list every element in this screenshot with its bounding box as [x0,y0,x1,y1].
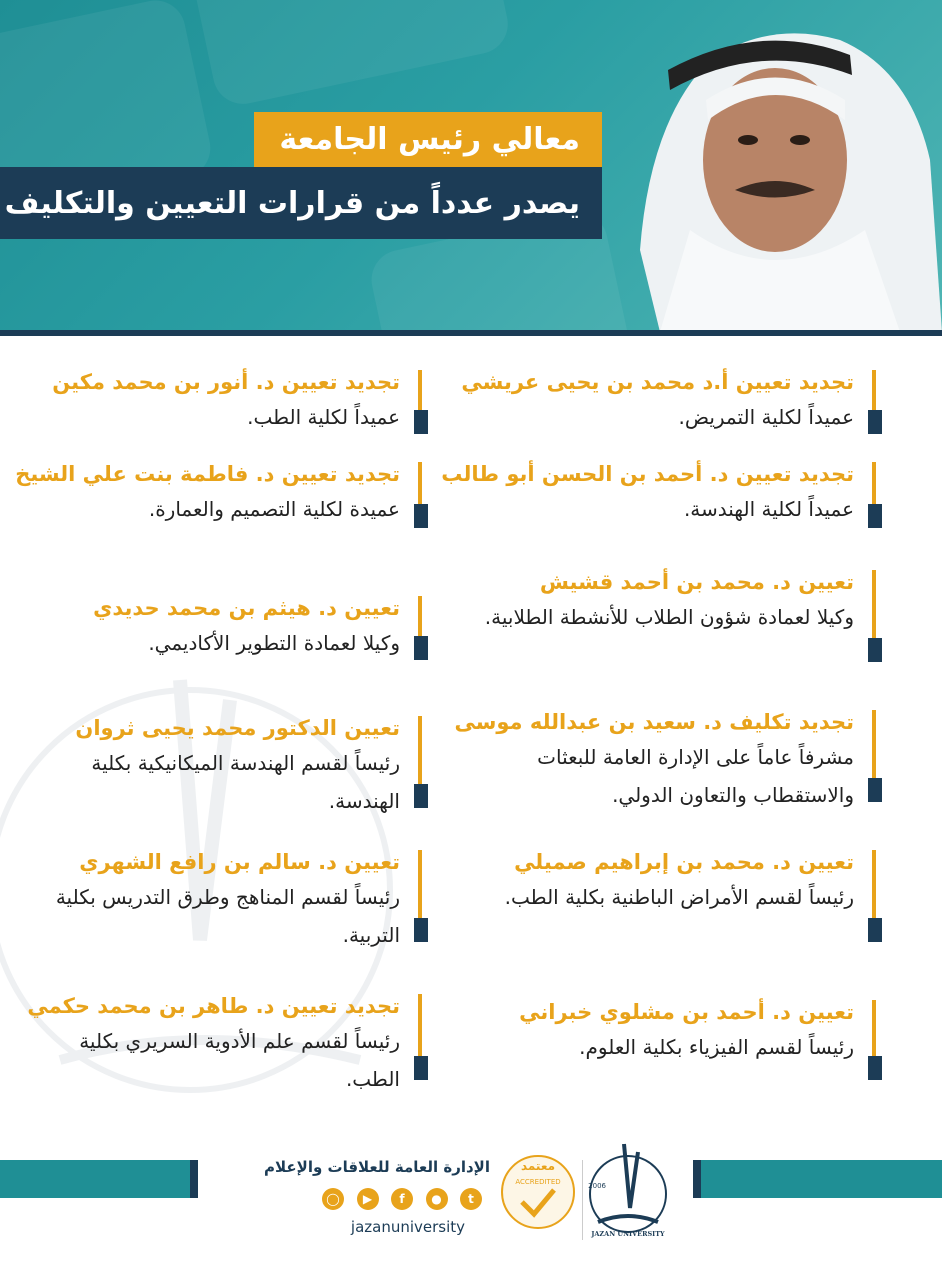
accredited-en-text: ACCREDITED [515,1178,561,1186]
decision-body: عميداً لكلية الطب. [247,405,400,429]
divider [0,330,942,336]
decision-body: رئيساً لقسم الفيزياء بكلية العلوم. [579,1035,854,1059]
decision-title: تجديد تعيين د. فاطمة بنت علي الشيخ [15,462,400,486]
decision-title: تعيين د. أحمد بن مشلوي خبراني [519,1000,854,1024]
footer-bar-right [693,1160,942,1198]
footer-separator [582,1160,583,1240]
decision-item [454,706,882,807]
decision-body: رئيساً لقسم الهندسة الميكانيكية بكلية الهندسة. [91,751,400,813]
decision-title: تجديد تعيين د. طاهر بن محمد حكمي [27,994,400,1018]
decision-body: رئيساً لقسم علم الأدوية السريري بكلية الطب. [79,1029,400,1091]
instagram-icon[interactable]: ◯ [322,1188,344,1210]
decision-title: تعيين د. محمد بن أحمد قشيش [539,570,854,594]
decision-title: تعيين د. سالم بن رافع الشهري [79,850,400,874]
decision-item [28,712,428,813]
decision-body: رئيساً لقسم الأمراض الباطنية بكلية الطب. [504,885,854,909]
accredited-ar-text: معتمد [520,1159,556,1173]
decision-body: وكيلا لعمادة شؤون الطلاب للأنشطة الطلابية. [484,605,854,629]
decision-item [441,458,882,528]
decision-title: تجديد تكليف د. سعيد بن عبدالله موسى [454,710,854,734]
snapchat-icon[interactable]: ● [426,1188,448,1210]
social-handle[interactable]: jazanuniversity [350,1218,466,1236]
decision-body: عميداً لكلية الهندسة. [683,497,854,521]
decision-body: وكيلا لعمادة التطوير الأكاديمي. [148,631,400,655]
social-links [322,1188,482,1212]
footer-bar-left [0,1160,198,1198]
accreditation-seal [500,1140,576,1240]
decision-title: تعيين د. هيثم بن محمد حديدي [93,596,400,620]
decision-title: تعيين د. محمد بن إبراهيم صميلي [514,850,854,874]
decision-item [27,990,428,1091]
decision-body: رئيساً لقسم المناهج وطرق التدريس بكلية التربية. [55,885,400,947]
decision-body: عميدة لكلية التصميم والعمارة. [148,497,400,521]
decision-title: تجديد تعيين أ.د محمد بن يحيى عريشي [461,370,854,394]
decision-item [482,566,882,662]
page-subtitle: يصدر عدداً من قرارات التعيين والتكليف [0,167,602,239]
decision-item [482,996,882,1080]
decision-item [28,366,428,434]
facebook-icon[interactable]: f [391,1188,413,1210]
decision-title: تعيين الدكتور محمد يحيى ثروان [75,716,400,740]
logo-year: 2006 [588,1182,606,1190]
decision-title: تجديد تعيين د. أنور بن محمد مكين [52,370,400,394]
twitter-icon[interactable]: t [460,1188,482,1210]
decision-item [28,592,428,660]
org-name: الإدارة العامة للعلاقات والإعلام [264,1158,490,1176]
hero-banner [0,0,942,332]
decision-item [15,458,428,528]
decision-item [482,846,882,942]
youtube-icon[interactable]: ▶ [357,1188,379,1210]
decision-title: تجديد تعيين د. أحمد بن الحسن أبو طالب [441,462,854,486]
decision-item [28,846,428,947]
university-logo [584,1138,672,1242]
logo-university-name: JAZAN UNIVERSITY [591,1230,665,1238]
decision-body: عميداً لكلية التمريض. [678,405,854,429]
decision-item [461,366,882,434]
page-title: معالي رئيس الجامعة [254,112,602,167]
decision-body: مشرفاً عاماً على الإدارة العامة للبعثات والاستقطاب والتعاون الدولي. [537,745,854,807]
president-portrait [600,0,942,332]
